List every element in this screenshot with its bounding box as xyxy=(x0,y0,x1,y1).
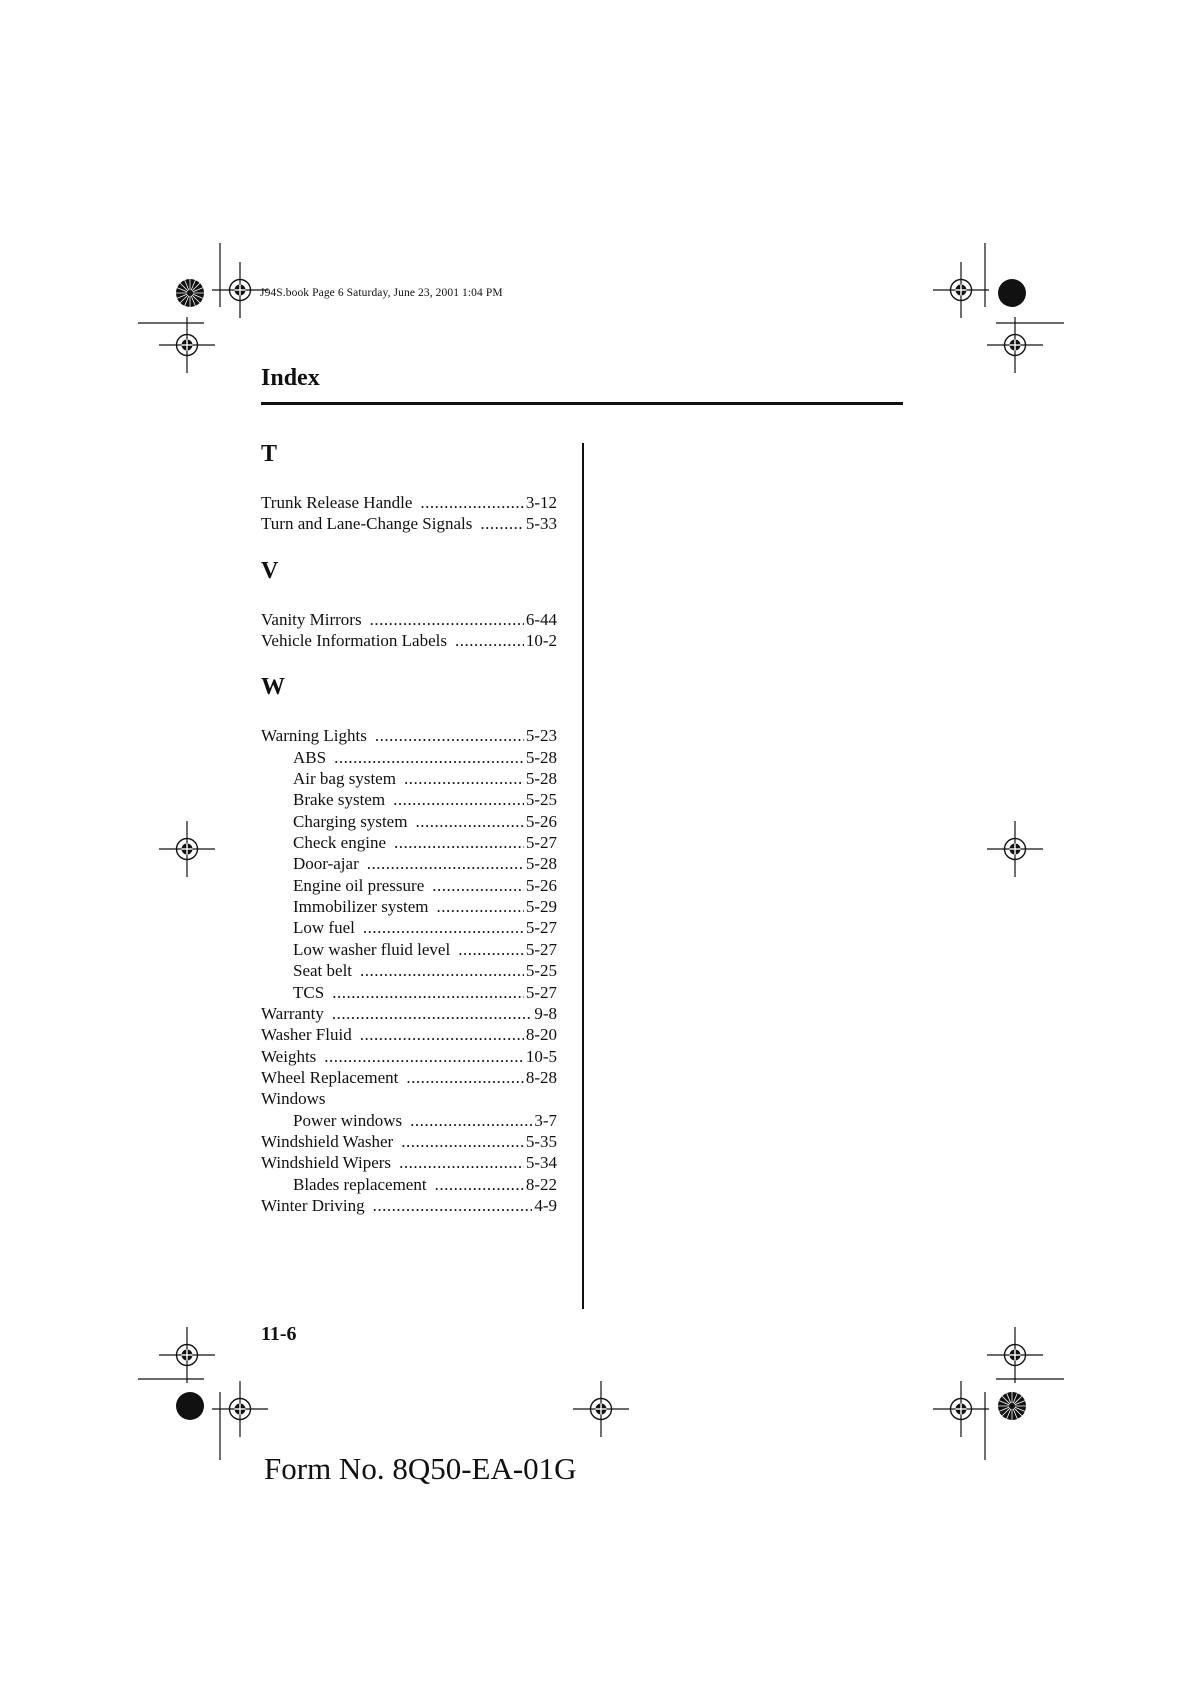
dot-leader xyxy=(437,896,524,917)
index-subentry xyxy=(261,811,557,832)
dot-leader xyxy=(458,939,524,960)
right-lower-registration-mark xyxy=(987,1327,1043,1383)
dot-leader xyxy=(435,1174,524,1195)
dot-leader xyxy=(332,1003,533,1024)
section-letter: V xyxy=(261,557,279,584)
dot-leader xyxy=(393,789,524,810)
index-entry xyxy=(261,1152,557,1173)
index-subentry xyxy=(261,875,557,896)
index-entry xyxy=(261,1003,557,1024)
entry-term: Immobilizer system xyxy=(293,897,429,917)
entry-page: 6-44 xyxy=(525,609,557,629)
entry-term: Check engine xyxy=(293,833,386,853)
entry-term: Warranty xyxy=(261,1003,324,1023)
bottom-center-registration-mark xyxy=(573,1381,629,1437)
entry-term: Vanity Mirrors xyxy=(261,609,362,629)
dot-leader xyxy=(455,630,524,651)
entry-term: Turn and Lane-Change Signals xyxy=(261,514,473,534)
entry-page: 5-27 xyxy=(525,939,557,959)
top-left-star-mark xyxy=(176,279,204,307)
entry-page: 3-7 xyxy=(534,1110,557,1130)
index-section xyxy=(261,438,557,535)
entry-page: 3-12 xyxy=(525,493,557,512)
entry-page: 5-29 xyxy=(525,897,557,917)
dot-leader xyxy=(334,747,524,768)
right-upper-registration-mark xyxy=(987,317,1043,373)
entry-page: 5-23 xyxy=(525,726,557,746)
dot-leader xyxy=(420,492,523,513)
bottom-right-registration-mark xyxy=(933,1381,989,1437)
entry-term: Winter Driving xyxy=(261,1195,365,1215)
index-entry xyxy=(261,1067,557,1088)
dot-leader xyxy=(375,725,524,746)
index-subentry xyxy=(261,1110,557,1131)
left-middle-registration-mark xyxy=(159,821,215,877)
entry-page: 5-28 xyxy=(525,747,557,767)
page-title: Index xyxy=(261,365,320,391)
index-subentry xyxy=(261,982,557,1003)
index-entry xyxy=(261,630,557,651)
entry-page: 5-28 xyxy=(525,854,557,874)
entry-page: 4-9 xyxy=(534,1195,557,1215)
entry-page: 5-28 xyxy=(525,769,557,789)
dot-leader xyxy=(415,811,523,832)
top-right-registration-mark xyxy=(933,262,989,318)
dot-leader xyxy=(404,768,524,789)
bottom-left-dot-mark xyxy=(176,1392,204,1420)
entry-term: Door-ajar xyxy=(293,854,359,874)
index-subentry xyxy=(261,896,557,917)
entry-term: Charging system xyxy=(293,811,408,831)
section-letter: W xyxy=(261,674,285,701)
entry-page: 5-26 xyxy=(525,811,557,831)
left-lower-registration-mark xyxy=(159,1327,215,1383)
dot-leader xyxy=(394,832,524,853)
index-subentry xyxy=(261,960,557,981)
index-subentry xyxy=(261,917,557,938)
entry-term: TCS xyxy=(293,982,325,1002)
index-entry xyxy=(261,1024,557,1045)
index-entry xyxy=(261,1131,557,1152)
entry-term: Windshield Wipers xyxy=(261,1153,392,1173)
entry-term: Wheel Replacement xyxy=(261,1067,399,1087)
book-info: J94S.book Page 6 Saturday, June 23, 2001 1:04 PM xyxy=(260,287,503,299)
entry-page: 5-27 xyxy=(525,982,557,1002)
entry-term: Weights xyxy=(261,1046,317,1066)
right-middle-registration-mark xyxy=(987,821,1043,877)
entry-term: Vehicle Information Labels xyxy=(261,631,447,651)
entry-page: 10-2 xyxy=(525,631,557,651)
section-letter: T xyxy=(261,441,278,467)
dot-leader xyxy=(410,1110,532,1131)
form-number: Form No. 8Q50-EA-01G xyxy=(264,1451,577,1486)
entry-term: Low fuel xyxy=(293,918,355,938)
entry-page: 5-27 xyxy=(525,918,557,938)
dot-leader xyxy=(406,1067,523,1088)
column-divider xyxy=(582,443,584,1309)
entry-term: Seat belt xyxy=(293,961,353,981)
dot-leader xyxy=(324,1046,524,1067)
entry-term: Air bag system xyxy=(293,769,396,789)
dot-leader xyxy=(401,1131,524,1152)
entry-term: Windshield Washer xyxy=(261,1131,394,1151)
entry-term: Windows xyxy=(261,1089,326,1109)
dot-leader xyxy=(373,1195,533,1216)
entry-term: Trunk Release Handle xyxy=(261,493,413,512)
bottom-right-star-mark xyxy=(998,1392,1026,1420)
entry-term: ABS xyxy=(293,747,327,767)
index-entry xyxy=(261,609,557,630)
index-entry xyxy=(261,725,557,746)
entry-term: Engine oil pressure xyxy=(293,875,425,895)
dot-leader xyxy=(360,1024,524,1045)
index-subentry xyxy=(261,747,557,768)
index-subentry xyxy=(261,939,557,960)
entry-term: Brake system xyxy=(293,790,386,810)
dot-leader xyxy=(370,609,524,630)
dot-leader xyxy=(399,1152,524,1173)
entry-page: 10-5 xyxy=(525,1046,557,1066)
page-number: 11-6 xyxy=(261,1323,297,1345)
dot-leader xyxy=(360,960,524,981)
index-subentry xyxy=(261,768,557,789)
entry-page: 5-27 xyxy=(525,833,557,853)
index-subentry xyxy=(261,789,557,810)
entry-page: 5-35 xyxy=(525,1131,557,1151)
top-right-dot-mark xyxy=(998,279,1026,307)
entry-term: Warning Lights xyxy=(261,726,367,746)
entry-page: 5-33 xyxy=(525,514,557,534)
index-section xyxy=(261,671,557,1216)
entry-page: 8-22 xyxy=(525,1174,557,1194)
dot-leader xyxy=(367,853,524,874)
dot-leader xyxy=(363,917,524,938)
entry-page: 8-28 xyxy=(525,1067,557,1087)
dot-leader xyxy=(332,982,524,1003)
index-subentry xyxy=(261,853,557,874)
entry-page: 5-26 xyxy=(525,875,557,895)
index-entry xyxy=(261,1195,557,1216)
left-upper-registration-mark xyxy=(159,317,215,373)
title-rule xyxy=(261,402,903,405)
dot-leader xyxy=(480,513,523,534)
entry-page: 5-25 xyxy=(525,961,557,981)
dot-leader xyxy=(432,875,524,896)
entry-page: 5-25 xyxy=(525,790,557,810)
index-entry xyxy=(261,513,557,534)
index-entry xyxy=(261,1088,557,1109)
entry-term: Low washer fluid level xyxy=(293,939,451,959)
entry-page: 5-34 xyxy=(525,1153,557,1173)
index-subentry xyxy=(261,832,557,853)
entry-term: Power windows xyxy=(293,1110,403,1130)
entry-page: 8-20 xyxy=(525,1025,557,1045)
entry-page: 9-8 xyxy=(534,1003,557,1023)
index-section xyxy=(261,555,557,652)
entry-term: Washer Fluid xyxy=(261,1025,352,1045)
index-subentry xyxy=(261,1174,557,1195)
entry-term: Blades replacement xyxy=(293,1174,427,1194)
index-entry xyxy=(261,1046,557,1067)
index-entry xyxy=(261,492,557,513)
index-column xyxy=(261,438,557,1216)
